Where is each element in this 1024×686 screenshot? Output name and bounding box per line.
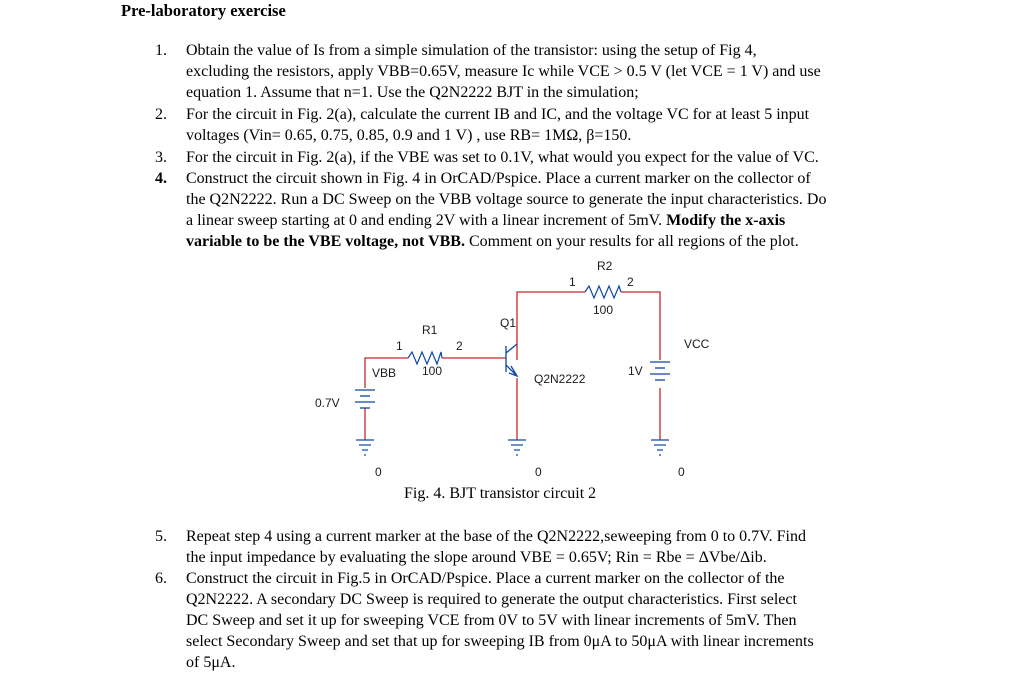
circuit-wires xyxy=(365,292,660,440)
item-4-bold-text: Modify the x-axis xyxy=(666,212,786,229)
item-6-line-3: DC Sweep and set it up for sweeping VCE from 0V to 5V with linear increments of 5mV. Then xyxy=(186,612,797,629)
r2-value: 100 xyxy=(593,303,614,317)
r2-resistor xyxy=(585,286,621,298)
item-6-line-2: Q2N2222. A secondary DC Sweep is required to generate the output characteristics. First select xyxy=(186,591,797,608)
item-number: 6. xyxy=(155,570,167,587)
item-4-line-1: Construct the circuit shown in Fig. 4 in OrCAD/Pspice. Place a current marker on the collector of xyxy=(186,170,811,187)
vbb-battery-icon xyxy=(355,390,375,408)
item-6-line-1: Construct the circuit in Fig.5 in OrCAD/Pspice. Place a current marker on the collector of the xyxy=(186,570,785,587)
item-5-line-2: the input impedance by evaluating the slope around VBE = 0.65V; Rin = Rbe = ΔVbe/Δib. xyxy=(186,549,767,566)
item-4-line-2: the Q2N2222. Run a DC Sweep on the VBB voltage source to generate the input characteristics. Do xyxy=(186,191,827,208)
item-2-line-2: voltages (Vin= 0.65, 0.75, 0.85, 0.9 and 1 V) , use RB= 1MΩ, β=150. xyxy=(186,127,632,144)
ground-icon xyxy=(356,440,374,455)
ground-icon xyxy=(508,440,526,455)
item-4-line-4-text: Comment on your results for all regions of the plot. xyxy=(468,233,799,250)
item-5-line-1: Repeat step 4 using a current marker at the base of the Q2N2222,seweeping from 0 to 0.7V. Find xyxy=(186,528,806,545)
r2-name: R2 xyxy=(597,259,613,273)
ground-label: 0 xyxy=(375,465,382,479)
item-number: 1. xyxy=(155,42,167,59)
vbb-name: VBB xyxy=(372,366,397,380)
q1-transistor xyxy=(506,344,517,376)
ground-label: 0 xyxy=(678,465,685,479)
r1-pin-2: 2 xyxy=(456,339,463,353)
q1-model: Q2N2222 xyxy=(534,372,586,386)
page-title: Pre-laboratory exercise xyxy=(121,1,286,20)
ground-label: 0 xyxy=(535,465,542,479)
item-4-line-3-text: a linear sweep starting at 0 and ending 2V with a linear increment of 5mV. xyxy=(186,212,663,229)
item-1-line-2: excluding the resistors, apply VBB=0.65V, measure Ic while VCE > 0.5 V (let VCE = 1 V) and use xyxy=(186,63,821,80)
item-2-line-1: For the circuit in Fig. 2(a), calculate the current IB and IC, and the voltage VC for at least 5 input xyxy=(186,106,810,123)
item-number: 4. xyxy=(155,170,167,187)
item-number: 3. xyxy=(155,149,167,166)
r1-pin-1: 1 xyxy=(396,339,403,353)
vbb-value: 0.7V xyxy=(315,396,340,410)
ground-icon xyxy=(651,440,669,455)
r2-pin-1: 1 xyxy=(569,275,576,289)
r1-name: R1 xyxy=(422,323,438,337)
item-number: 2. xyxy=(155,106,167,123)
r1-value: 100 xyxy=(422,364,443,378)
item-1-line-1: Obtain the value of Is from a simple simulation of the transistor: using the setup of Fig 4, xyxy=(186,42,757,59)
item-3-line-1: For the circuit in Fig. 2(a), if the VBE was set to 0.1V, what would you expect for the value of VC. xyxy=(186,149,819,166)
q1-name: Q1 xyxy=(500,316,517,330)
r1-resistor xyxy=(408,352,442,364)
item-6-line-5: of 5μA. xyxy=(186,654,236,671)
item-1-line-3: equation 1. Assume that n=1. Use the Q2N2222 BJT in the simulation; xyxy=(186,84,639,101)
vcc-battery-icon xyxy=(650,362,670,380)
figure-caption: Fig. 4. BJT transistor circuit 2 xyxy=(404,485,597,502)
item-number: 5. xyxy=(155,528,167,545)
vcc-name: VCC xyxy=(684,337,710,351)
item-4-bold-text-2: variable to be the VBE voltage, not VBB. xyxy=(186,233,465,250)
vcc-value: 1V xyxy=(628,364,643,378)
item-6-line-4: select Secondary Sweep and set that up for sweeping IB from 0μA to 50μA with linear increments xyxy=(186,633,814,650)
r2-pin-2: 2 xyxy=(627,275,634,289)
